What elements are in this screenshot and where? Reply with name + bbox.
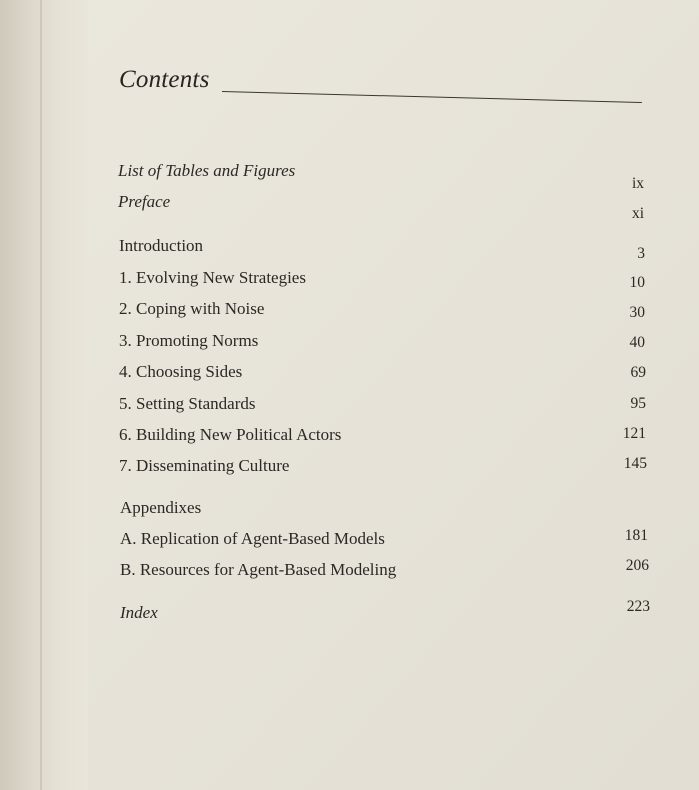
toc-appendixes-heading: Appendixes [120,498,202,517]
toc-page-chapter-7: 145 [623,455,647,472]
toc-page-preface: xi [631,205,644,222]
toc-entry-chapter-3: 3. Promoting Norms [119,331,259,350]
toc-entry-appendix-a: A. Replication of Agent-Based Models [120,529,385,548]
toc-entry-list-of-tables: List of Tables and Figures [118,161,296,180]
toc-page-chapter-6: 121 [622,425,646,442]
toc-entry-preface: Preface [118,192,171,211]
toc-entry-chapter-1: 1. Evolving New Strategies [119,268,306,287]
toc-entry-chapter-2: 2. Coping with Noise [119,299,265,318]
toc-page-appendix-b: 206 [625,557,649,574]
toc-entry-appendix-b: B. Resources for Agent-Based Modeling [120,560,397,579]
toc-page-appendix-a: 181 [624,527,648,544]
toc-page-index: 223 [626,598,650,615]
heading-rule [222,91,642,103]
toc-page-list-of-tables: ix [631,175,644,192]
spine-shadow [0,0,88,790]
gutter-crease [40,0,42,790]
contents-heading: Contents [119,66,210,93]
toc-page-chapter-1: 10 [629,274,645,291]
toc-entry-chapter-4: 4. Choosing Sides [119,362,243,381]
toc-entry-chapter-7: 7. Disseminating Culture [119,456,290,475]
toc-page-chapter-5: 95 [630,395,646,412]
toc-page-introduction: 3 [637,245,645,262]
toc-entry-introduction: Introduction [119,236,204,255]
toc-entry-index: Index [120,603,158,622]
toc-page-chapter-3: 40 [629,334,645,351]
toc-page-chapter-2: 30 [629,304,645,321]
toc-page-chapter-4: 69 [630,364,646,381]
toc-entry-chapter-6: 6. Building New Political Actors [119,425,342,444]
toc-entry-chapter-5: 5. Setting Standards [119,394,256,413]
